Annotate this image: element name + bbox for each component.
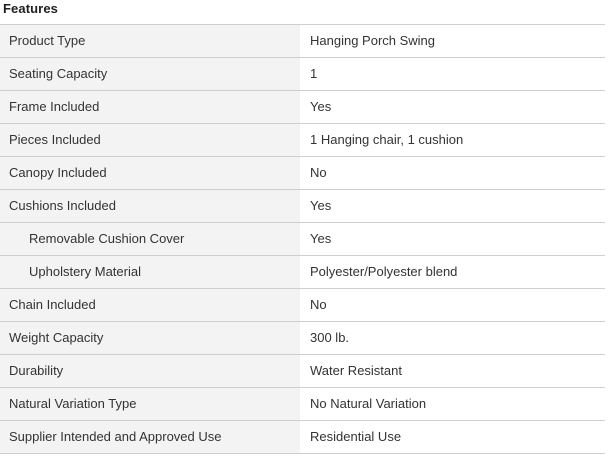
feature-label: Product Type (0, 25, 300, 57)
feature-value: No Natural Variation (300, 388, 605, 420)
feature-label: Pieces Included (0, 124, 300, 156)
table-row (0, 289, 605, 322)
table-row (0, 190, 605, 223)
feature-value: Hanging Porch Swing (300, 25, 605, 57)
feature-value: 300 lb. (300, 322, 605, 354)
feature-value: Polyester/Polyester blend (300, 256, 605, 288)
feature-value: 1 (300, 58, 605, 90)
table-row (0, 256, 605, 289)
feature-value: Yes (300, 91, 605, 123)
feature-label: Weight Capacity (0, 322, 300, 354)
table-row (0, 25, 605, 58)
table-row (0, 91, 605, 124)
feature-label: Upholstery Material (0, 256, 300, 288)
feature-label: Supplier Intended and Approved Use (0, 421, 300, 453)
feature-label: Removable Cushion Cover (0, 223, 300, 255)
table-row (0, 157, 605, 190)
feature-label: Frame Included (0, 91, 300, 123)
feature-label: Seating Capacity (0, 58, 300, 90)
feature-label: Natural Variation Type (0, 388, 300, 420)
feature-value: 1 Hanging chair, 1 cushion (300, 124, 605, 156)
feature-value: Water Resistant (300, 355, 605, 387)
feature-value: Residential Use (300, 421, 605, 453)
feature-label: Durability (0, 355, 300, 387)
feature-label: Chain Included (0, 289, 300, 321)
table-row (0, 421, 605, 454)
feature-value: No (300, 289, 605, 321)
table-row (0, 388, 605, 421)
table-row (0, 124, 605, 157)
features-table (0, 24, 605, 454)
feature-value: No (300, 157, 605, 189)
table-row (0, 322, 605, 355)
section-title: Features (3, 1, 58, 16)
feature-label: Canopy Included (0, 157, 300, 189)
table-row (0, 223, 605, 256)
feature-value: Yes (300, 190, 605, 222)
table-row (0, 58, 605, 91)
feature-value: Yes (300, 223, 605, 255)
feature-label: Cushions Included (0, 190, 300, 222)
table-row (0, 355, 605, 388)
